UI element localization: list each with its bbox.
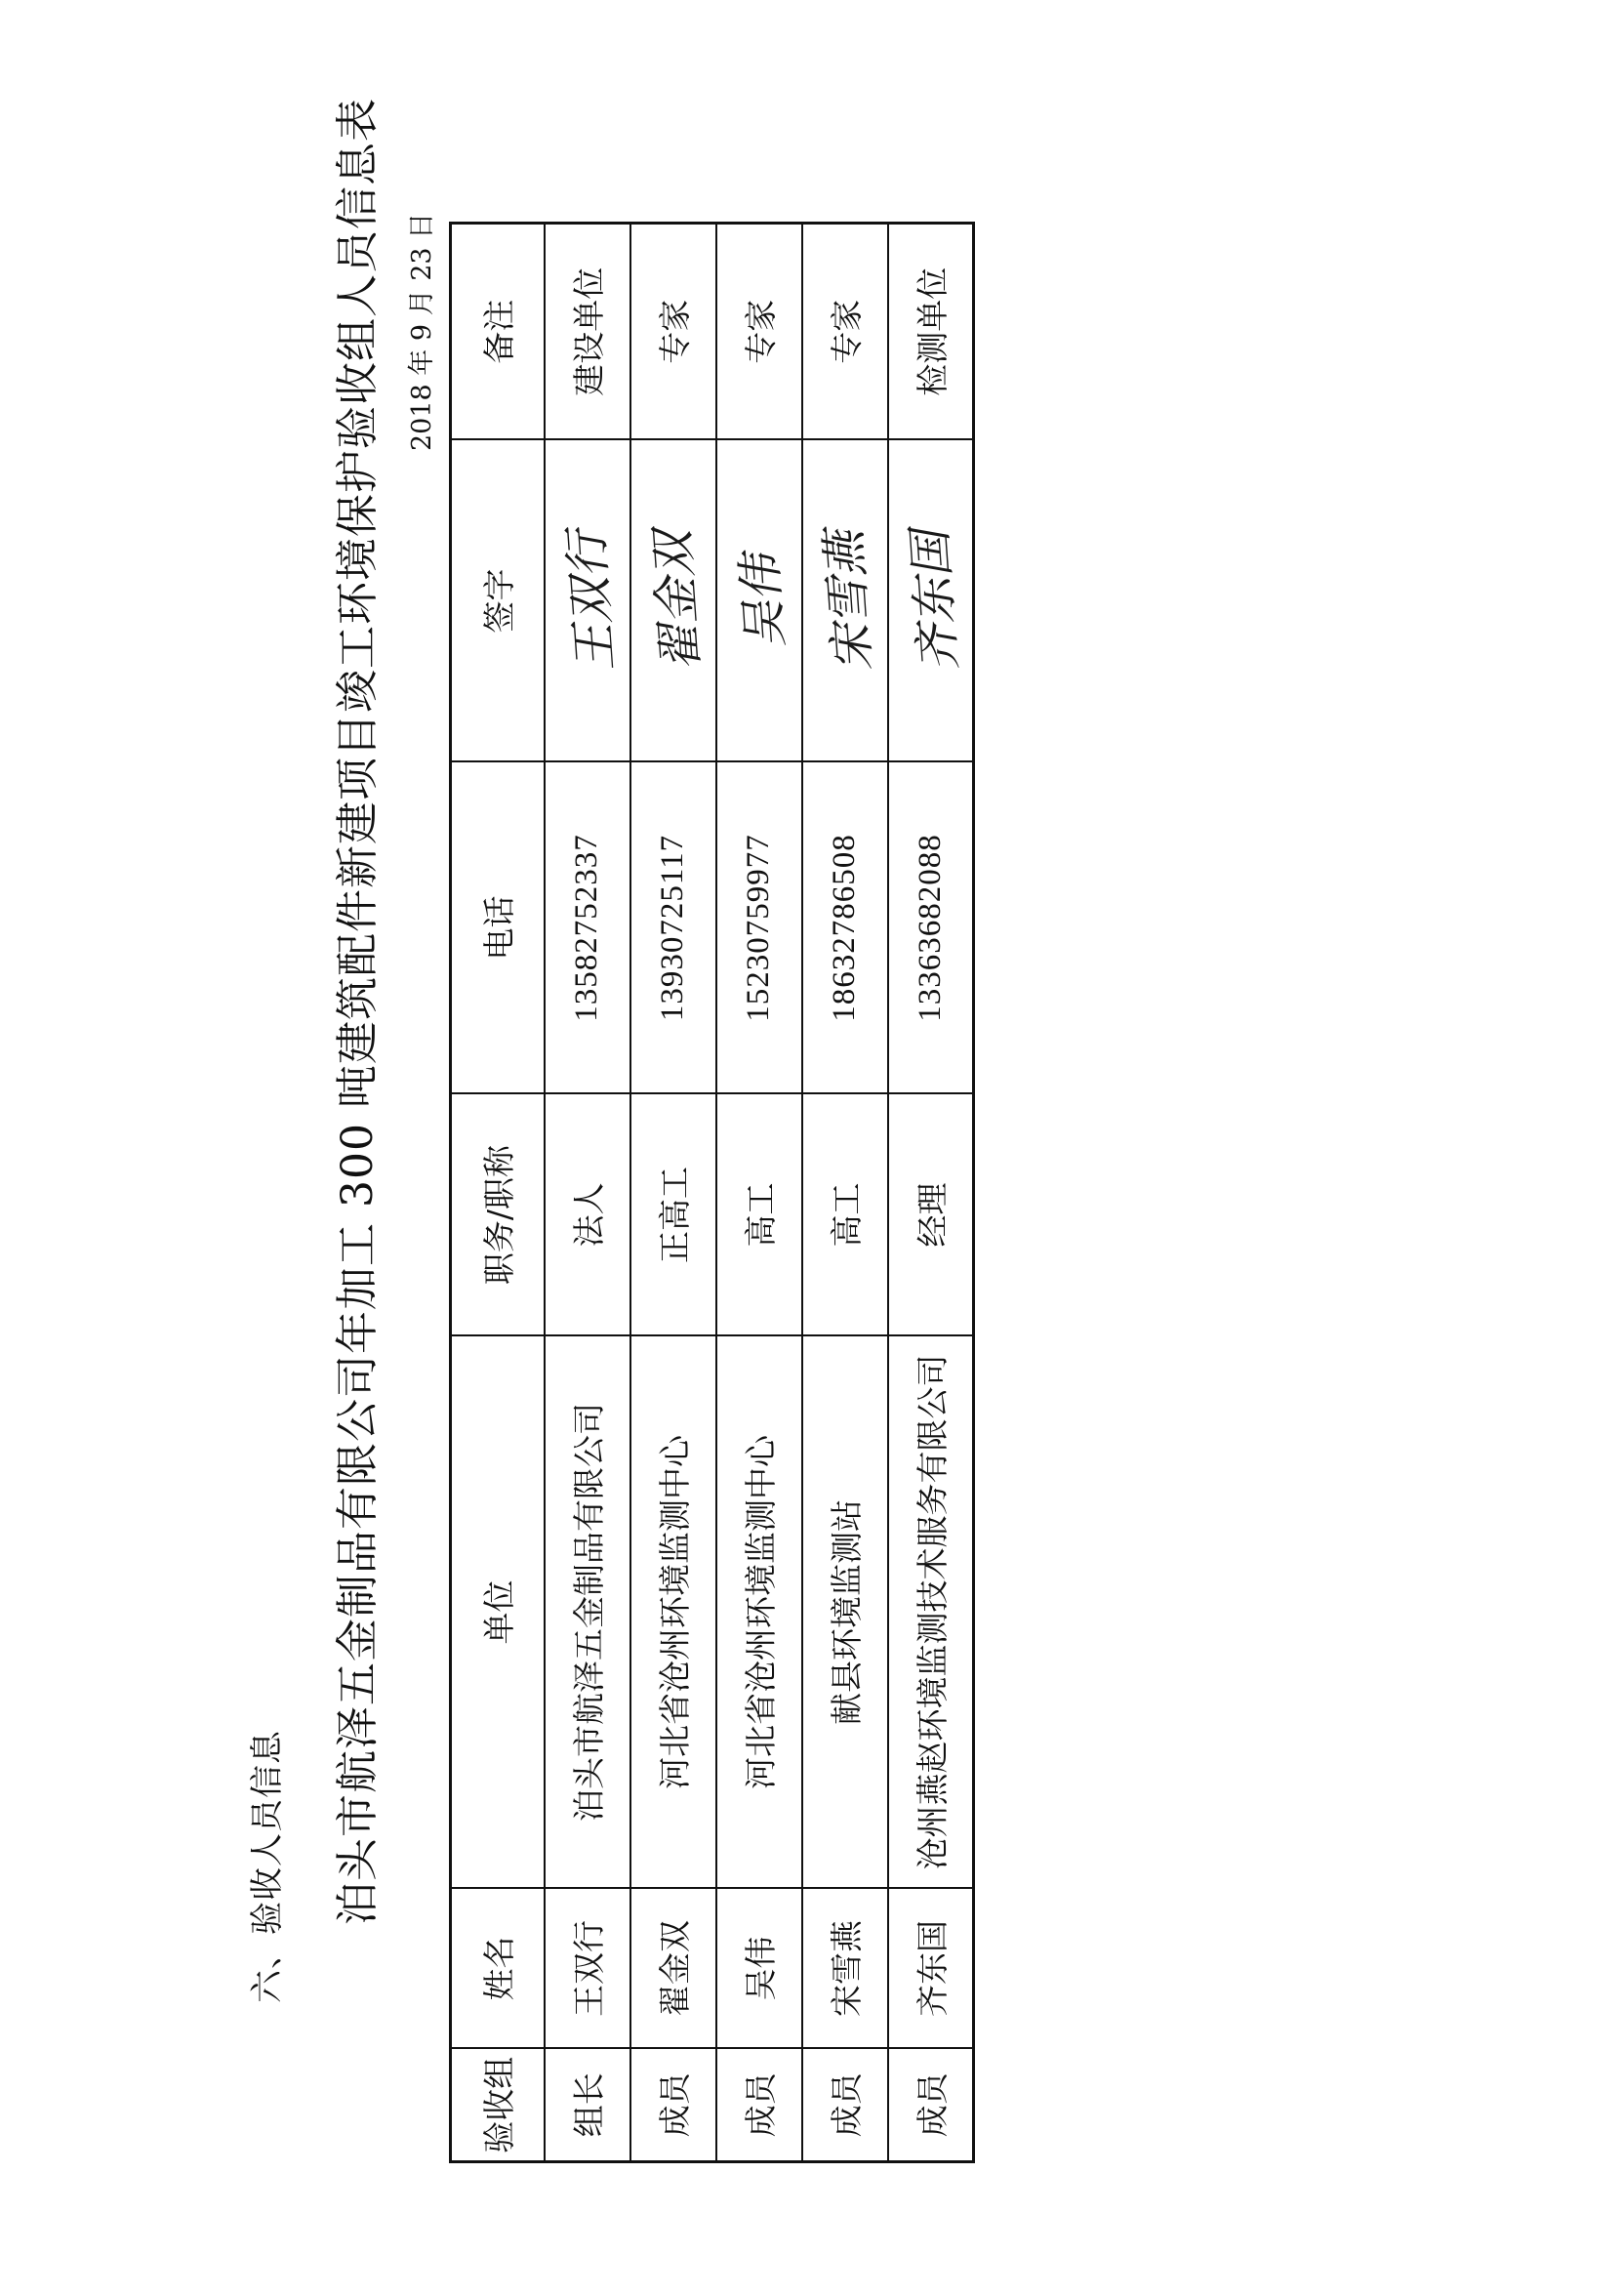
cell-phone: 13582752337 — [545, 762, 630, 1094]
header-signature: 签字 — [451, 440, 545, 762]
cell-remark: 检测单位 — [888, 224, 974, 440]
header-group: 验收组 — [451, 2049, 545, 2162]
cell-name: 宋雪燕 — [802, 1889, 888, 2049]
cell-phone: 13363682088 — [888, 762, 974, 1094]
section-heading: 六、验收人员信息 — [248, 1730, 287, 2003]
table-row — [802, 224, 888, 2162]
cell-phone: 15230759977 — [716, 762, 802, 1094]
cell-signature — [630, 440, 716, 762]
cell-role: 成员 — [802, 2049, 888, 2162]
table-row — [888, 224, 974, 2162]
table-header-row — [451, 224, 545, 2162]
handwritten-signature: 齐东国 — [904, 528, 966, 673]
handwritten-signature: 宋雪燕 — [819, 528, 880, 673]
table-row — [630, 224, 716, 2162]
cell-name: 翟金双 — [630, 1889, 716, 2049]
cell-role: 组长 — [545, 2049, 630, 2162]
cell-phone: 18632786508 — [802, 762, 888, 1094]
cell-remark: 专家 — [802, 224, 888, 440]
cell-title: 正高工 — [630, 1094, 716, 1336]
cell-title: 法人 — [545, 1094, 630, 1336]
cell-title: 高工 — [716, 1094, 802, 1336]
cell-remark: 建设单位 — [545, 224, 630, 440]
cell-remark: 专家 — [716, 224, 802, 440]
cell-unit: 献县环境监测站 — [802, 1336, 888, 1889]
cell-title: 经理 — [888, 1094, 974, 1336]
table-row — [545, 224, 630, 2162]
cell-unit: 河北省沧州环境监测中心 — [630, 1336, 716, 1889]
header-name: 姓名 — [451, 1889, 545, 2049]
header-phone: 电话 — [451, 762, 545, 1094]
cell-signature — [888, 440, 974, 762]
table-row — [716, 224, 802, 2162]
cell-phone: 13930725117 — [630, 762, 716, 1094]
cell-name: 王双行 — [545, 1889, 630, 2049]
header-title: 职务/职称 — [451, 1094, 545, 1336]
header-remark: 备注 — [451, 224, 545, 440]
cell-unit: 沧州燕赵环境监测技术服务有限公司 — [888, 1336, 974, 1889]
document-title: 泊头市航泽五金制品有限公司年加工 300 吨建筑配件新建项目竣工环境保护验收组人员信息表 — [333, 98, 383, 1925]
cell-signature — [716, 440, 802, 762]
cell-signature — [545, 440, 630, 762]
cell-remark: 专家 — [630, 224, 716, 440]
header-unit: 单位 — [451, 1336, 545, 1889]
document-date: 2018 年 9 月 23 日 — [407, 212, 437, 451]
cell-name: 齐东国 — [888, 1889, 974, 2049]
cell-name: 吴伟 — [716, 1889, 802, 2049]
handwritten-signature: 王双行 — [561, 528, 623, 673]
cell-signature — [802, 440, 888, 762]
cell-role: 成员 — [888, 2049, 974, 2162]
cell-title: 高工 — [802, 1094, 888, 1336]
handwritten-signature: 吴伟 — [734, 552, 793, 649]
cell-role: 成员 — [630, 2049, 716, 2162]
handwritten-signature: 翟金双 — [647, 528, 709, 673]
cell-role: 成员 — [716, 2049, 802, 2162]
cell-unit: 泊头市航泽五金制品有限公司 — [545, 1336, 630, 1889]
acceptance-members-table — [449, 222, 975, 2163]
cell-unit: 河北省沧州环境监测中心 — [716, 1336, 802, 1889]
